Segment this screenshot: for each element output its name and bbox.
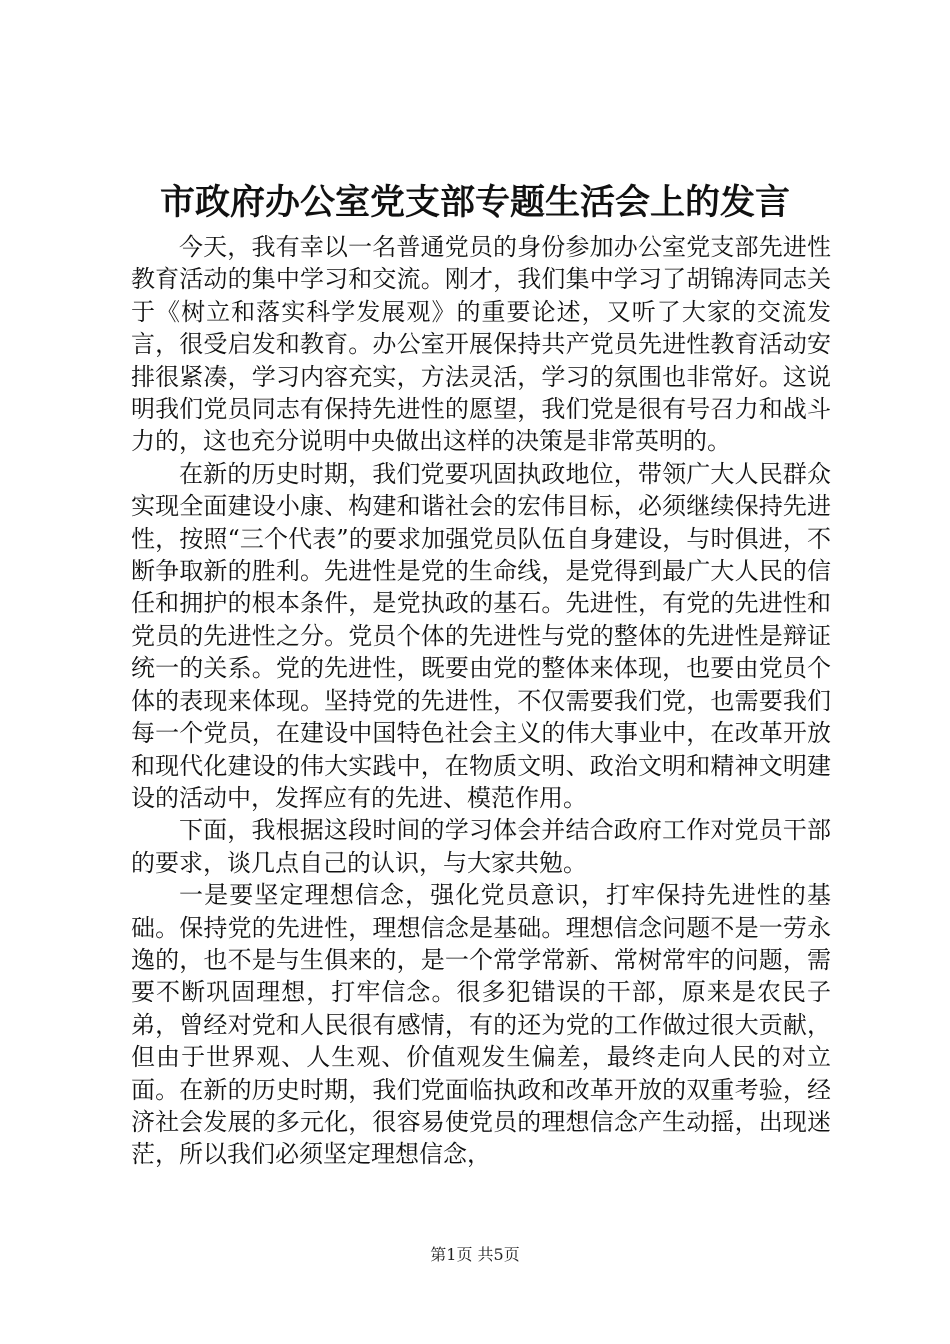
paragraph: 今天，我有幸以一名普通党员的身份参加办公室党支部先进性教育活动的集中学习和交流。刚才，我们集中学习了胡锦涛同志关于《树立和落实科学发展观》的重要论述，又听了大家的交流发言，很受启发和教育。办公室开展保持共产党员先进性教育活动安排很紧凑，学习内容充实，方法灵活，学习的氛围也非常好。这说明我们党员同志有保持先进性的愿望，我们党是很有号召力和战斗力的，这也充分说明中央做出这样的决策是非常英明的。 (131, 233, 831, 456)
document-body (131, 231, 831, 1171)
paragraph: 一是要坚定理想信念，强化党员意识，打牢保持先进性的基础。保持党的先进性，理想信念是基础。理想信念问题不是一劳永逸的，也不是与生俱来的，是一个常学常新、常树常牢的问题，需要不断巩固理想，打牢信念。很多犯错误的干部，原来是农民子弟，曾经对党和人民很有感情，有的还为党的工作做过很大贡献，但由于世界观、人生观、价值观发生偏差，最终走向人民的对立面。在新的历史时期，我们党面临执政和改革开放的双重考验，经济社会发展的多元化，很容易使党员的理想信念产生动摇，出现迷茫，所以我们必须坚定理想信念， (131, 881, 831, 1169)
paragraph: 在新的历史时期，我们党要巩固执政地位，带领广大人民群众实现全面建设小康、构建和谐社会的宏伟目标，必须继续保持先进性，按照“三个代表”的要求加强党员队伍自身建设，与时俱进，不断争取新的胜利。先进性是党的生命线，是党得到最广大人民的信任和拥护的根本条件，是党执政的基石。先进性，有党的先进性和党员的先进性之分。党员个体的先进性与党的整体的先进性是辩证统一的关系。党的先进性，既要由党的整体来体现，也要由党员个体的表现来体现。坚持党的先进性，不仅需要我们党，也需要我们每一个党员，在建设中国特色社会主义的伟大事业中，在改革开放和现代化建设的伟大实践中，在物质文明、政治文明和精神文明建设的活动中，发挥应有的先进、模范作用。 (131, 459, 831, 812)
paragraph: 下面，我根据这段时间的学习体会并结合政府工作对党员干部的要求，谈几点自己的认识，与大家共勉。 (131, 816, 831, 877)
page-number-footer: 第1页 共5页 (430, 1245, 520, 1264)
document-title: 市政府办公室党支部专题生活会上的发言 (159, 182, 790, 223)
